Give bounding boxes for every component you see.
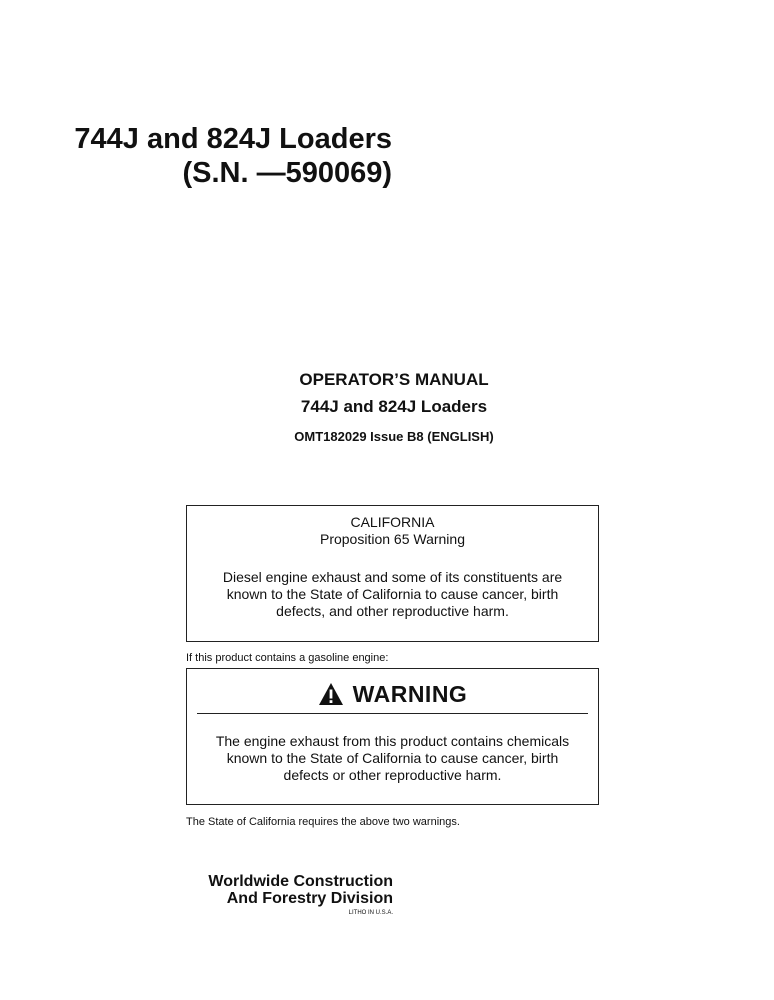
division-name-line-1: Worldwide Construction xyxy=(208,873,393,890)
manual-model: 744J and 824J Loaders xyxy=(300,397,488,416)
document-title-line-1: 744J and 824J Loaders xyxy=(74,123,392,155)
document-title-line-2: (S.N. —590069) xyxy=(182,157,392,189)
warning-body-line: defects or other reproductive harm. xyxy=(283,767,502,783)
proposition-65-title: Proposition 65 Warning xyxy=(319,531,465,547)
warning-divider xyxy=(197,713,588,714)
manual-heading: OPERATOR’S MANUAL xyxy=(299,370,489,389)
warning-body-line: The engine exhaust from this product contains chemicals xyxy=(215,733,570,749)
litho-note: LITHO IN U.S.A. xyxy=(348,910,393,916)
proposition-65-body-line: known to the State of California to cause cancer, birth xyxy=(226,586,559,602)
warning-body-line: known to the State of California to cause cancer, birth xyxy=(226,750,559,766)
warning-label: WARNING xyxy=(352,681,468,707)
warning-triangle-icon xyxy=(318,682,344,706)
division-name-line-2: And Forestry Division xyxy=(226,890,393,907)
proposition-65-box xyxy=(186,505,599,642)
gasoline-engine-note: If this product contains a gasoline engine: xyxy=(186,652,389,664)
warning-header xyxy=(187,679,598,709)
proposition-65-body-line: Diesel engine exhaust and some of its constituents are xyxy=(222,569,563,585)
manual-publication-number: OMT182029 Issue B8 (ENGLISH) xyxy=(294,429,494,444)
warning-box xyxy=(186,668,599,805)
proposition-65-state: CALIFORNIA xyxy=(350,514,435,530)
state-requirement-note: The State of California requires the above two warnings. xyxy=(186,816,460,828)
proposition-65-body-line: defects, and other reproductive harm. xyxy=(276,603,509,619)
